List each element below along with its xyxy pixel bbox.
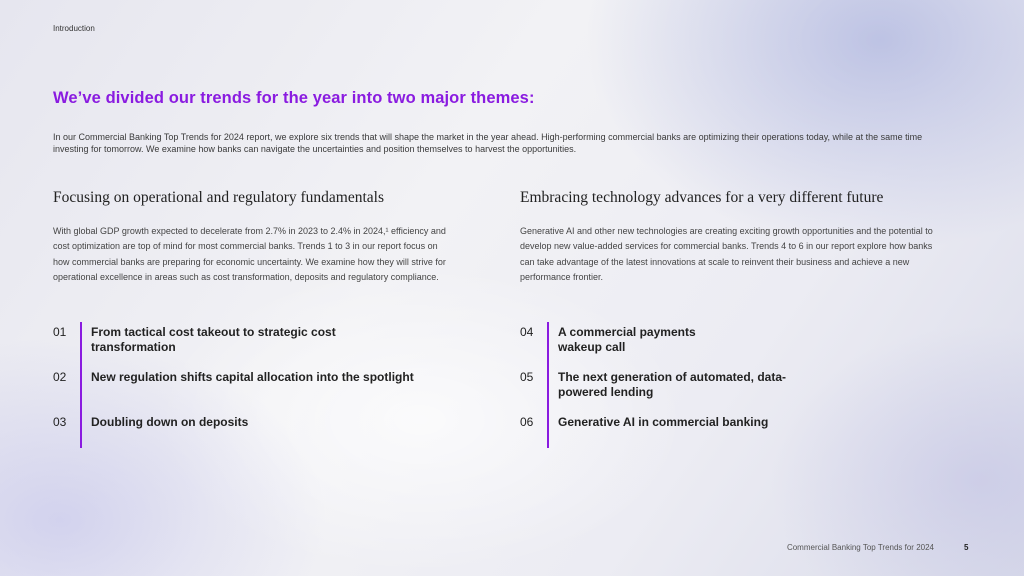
- trend-title: Generative AI in commercial banking: [558, 415, 769, 429]
- trend-number: 04: [520, 325, 534, 339]
- trend-number: 03: [53, 415, 67, 429]
- trend-number: 06: [520, 415, 534, 429]
- page-number: 5: [964, 543, 969, 552]
- theme-heading: Focusing on operational and regulatory fundamentals: [53, 189, 385, 206]
- theme-column-operational: [53, 189, 473, 285]
- theme-description: With global GDP growth expected to decelerate from 2.7% in 2023 to 2.4% in 2024,¹ efficiency and cost optimization are top of mind for most commercial banks. Trends 1 to 3 in our report focus on how commercial banks are preparing for economic uncertainty. We examine how they will strive for operational excellence in areas such as cost transformation, deposits and regulatory compliance.: [53, 226, 446, 282]
- footer-report-title: Commercial Banking Top Trends for 2024: [786, 543, 934, 552]
- trend-title: A commercial payments wakeup call: [558, 325, 696, 354]
- trend-title: The next generation of automated, data-powered lending: [558, 370, 787, 399]
- accent-divider: [547, 322, 549, 448]
- section-label: Introduction: [53, 24, 95, 33]
- accent-divider: [80, 322, 82, 448]
- theme-column-technology: [520, 189, 940, 285]
- trend-title: From tactical cost takeout to strategic cost transformation: [91, 325, 336, 354]
- trend-number: 05: [520, 370, 534, 384]
- theme-heading: Embracing technology advances for a very different future: [520, 189, 884, 206]
- trend-title: New regulation shifts capital allocation into the spotlight: [91, 370, 414, 384]
- theme-description: Generative AI and other new technologies are creating exciting growth opportunities and the potential to develop new value-added services for commercial banks. Trends 4 to 6 in our report explore how banks can take advantage of the latest innovations at scale to reinvent their business and achieve a new performance frontier.: [520, 226, 933, 282]
- trend-title: Doubling down on deposits: [91, 415, 249, 429]
- intro-paragraph: In our Commercial Banking Top Trends for 2024 report, we explore six trends that will shape the market in the year ahead. High-performing commercial banks are optimizing their operations today, while at the same time investing for tomorrow. We examine how banks can navigate the uncertainties and position themselves to harvest the opportunities.: [53, 132, 923, 154]
- trend-number: 01: [53, 325, 67, 339]
- trend-number: 02: [53, 370, 67, 384]
- page-headline: We’ve divided our trends for the year into two major themes:: [53, 89, 535, 107]
